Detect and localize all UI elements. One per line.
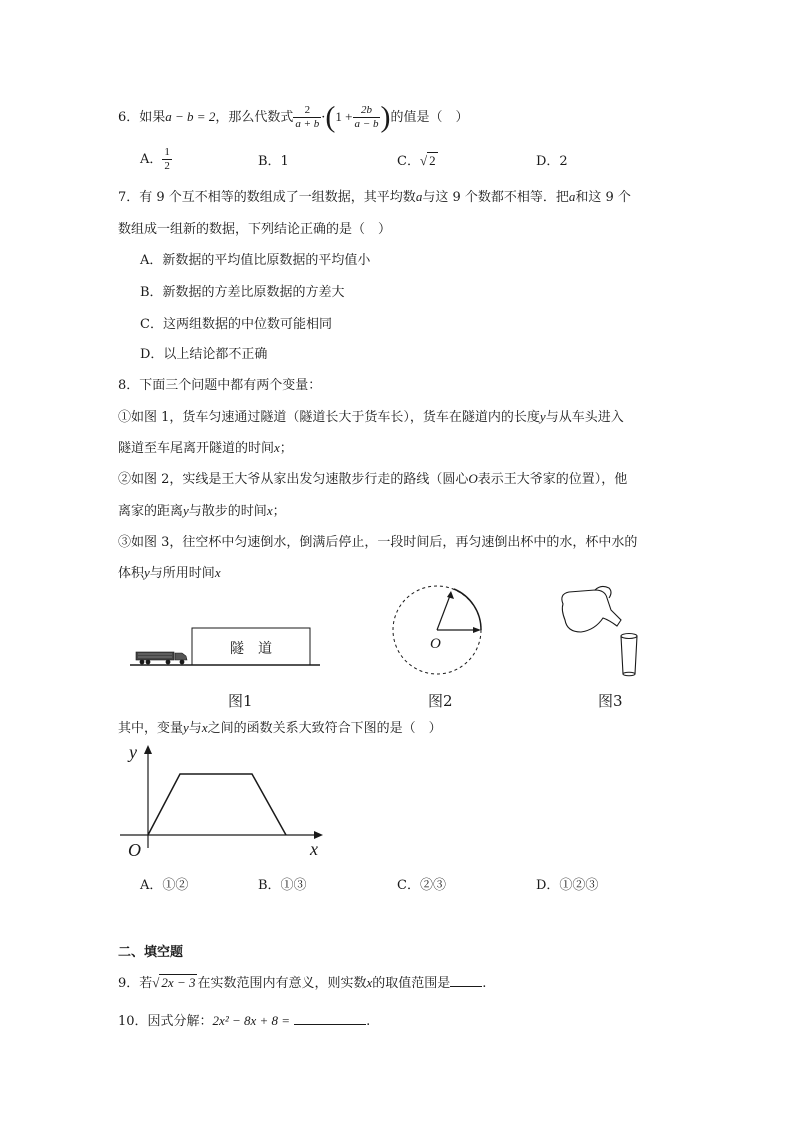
figure-3-caption: 图3 bbox=[598, 692, 623, 710]
q6-option-a[interactable]: A． $\frac{1}{2}$ bbox=[140, 146, 170, 172]
q6-prefix: 6．如果 bbox=[118, 110, 166, 125]
figure-1-caption: 图1 bbox=[228, 692, 253, 710]
walk-arc bbox=[454, 589, 481, 630]
figure-2-circle bbox=[388, 580, 488, 680]
q7-option-d[interactable]: D．以上结论都不正确 bbox=[140, 347, 268, 362]
q7-option-c[interactable]: C．这两组数据的中位数可能相同 bbox=[140, 317, 332, 332]
q7-option-a[interactable]: A．新数据的平均值比原数据的平均值小 bbox=[140, 253, 371, 268]
q6-option-d[interactable]: D．2 bbox=[536, 154, 568, 169]
q7-option-b[interactable]: B．新数据的方差比原数据的方差大 bbox=[140, 285, 345, 300]
pitcher-icon bbox=[562, 586, 621, 632]
q8-item3-line1: ③如图 3，往空杯中匀速倒水，倒满后停止，一段时间后，再匀速倒出杯中的水，杯中水的 bbox=[118, 535, 638, 550]
q8-option-d[interactable]: D．①②③ bbox=[536, 878, 599, 893]
q8-question: 其中，变量y与x之间的函数关系大致符合下图的是（ ） bbox=[118, 720, 442, 736]
origin-label: O bbox=[128, 840, 141, 860]
q6-mid: ，那么代数式 bbox=[215, 110, 294, 125]
q6-fraction-1: $\frac{2}{a + b}$ bbox=[295, 104, 320, 130]
q6-suffix: 的值是（ ） bbox=[390, 110, 469, 125]
q6-option-b[interactable]: B．1 bbox=[258, 154, 289, 169]
q8-option-c[interactable]: C．②③ bbox=[397, 878, 446, 893]
q6-fraction-2: $\frac{2b}{a - b}$ bbox=[354, 104, 379, 130]
q8-item1-line2: 隧道至车尾离开隧道的时间x； bbox=[118, 440, 293, 456]
q9-answer-blank[interactable] bbox=[450, 974, 482, 987]
trapezoid-curve bbox=[148, 774, 286, 835]
q6-one-plus: 1 + bbox=[335, 109, 353, 124]
q6-stem: 6．如果a − b = 2，那么代数式 $\frac{2}{a + b}$ ·(1 + $\frac{2b}{a - b}$ )的值是（ ） bbox=[118, 100, 469, 134]
q9-line: 9．若√ 2x − 3 在实数范围内有意义，则实数x的取值范围是 . bbox=[118, 975, 487, 991]
q8-option-b[interactable]: B．①③ bbox=[258, 878, 307, 893]
q10-answer-blank[interactable] bbox=[294, 1012, 366, 1025]
figure-3-pitcher bbox=[555, 584, 645, 679]
tunnel-label: 隧 道 bbox=[230, 641, 272, 657]
q6-dot: · bbox=[321, 110, 326, 125]
figure-2-caption: 图2 bbox=[428, 692, 453, 710]
figure-1-tunnel bbox=[130, 620, 320, 670]
x-axis-label: x bbox=[310, 839, 318, 859]
q6-option-c[interactable]: C．√ 2 bbox=[397, 153, 436, 169]
truck-icon bbox=[136, 652, 187, 664]
q10-line: 10．因式分解：2x² − 8x + 8 = . bbox=[118, 1013, 371, 1029]
center-o-label: O bbox=[430, 636, 441, 652]
q6-condition: a − b = 2 bbox=[165, 109, 216, 124]
function-graph bbox=[115, 740, 330, 860]
q8-item2-line2: 离家的距离y与散步的时间x； bbox=[118, 503, 286, 519]
q8-intro: 8．下面三个问题中都有两个变量： bbox=[118, 378, 322, 393]
q9-sqrt: √ 2x − 3 bbox=[152, 975, 196, 990]
q8-item1-line1: ①如图 1，货车匀速通过隧道（隧道长大于货车长），货车在隧道内的长度y与从车头进入 bbox=[118, 409, 624, 425]
q7-line-2: 数组成一组新的数据，下列结论正确的是（ ） bbox=[118, 222, 392, 237]
q8-option-a[interactable]: A．①② bbox=[140, 878, 189, 893]
q8-item2-line1: ②如图 2，实线是王大爷从家出发匀速散步行走的路线（圆心O表示王大爷家的位置），他 bbox=[118, 471, 628, 487]
q7-line-1: 7．有 9 个互不相等的数组成了一组数据，其平均数a与这 9 个数都不相等．把a和这 9 个 bbox=[118, 189, 631, 205]
y-axis-label: y bbox=[129, 742, 137, 762]
section-heading: 二、填空题 bbox=[118, 945, 184, 960]
q8-item3-line2: 体积y与所用时间x bbox=[118, 565, 221, 581]
cup-icon bbox=[621, 634, 637, 676]
